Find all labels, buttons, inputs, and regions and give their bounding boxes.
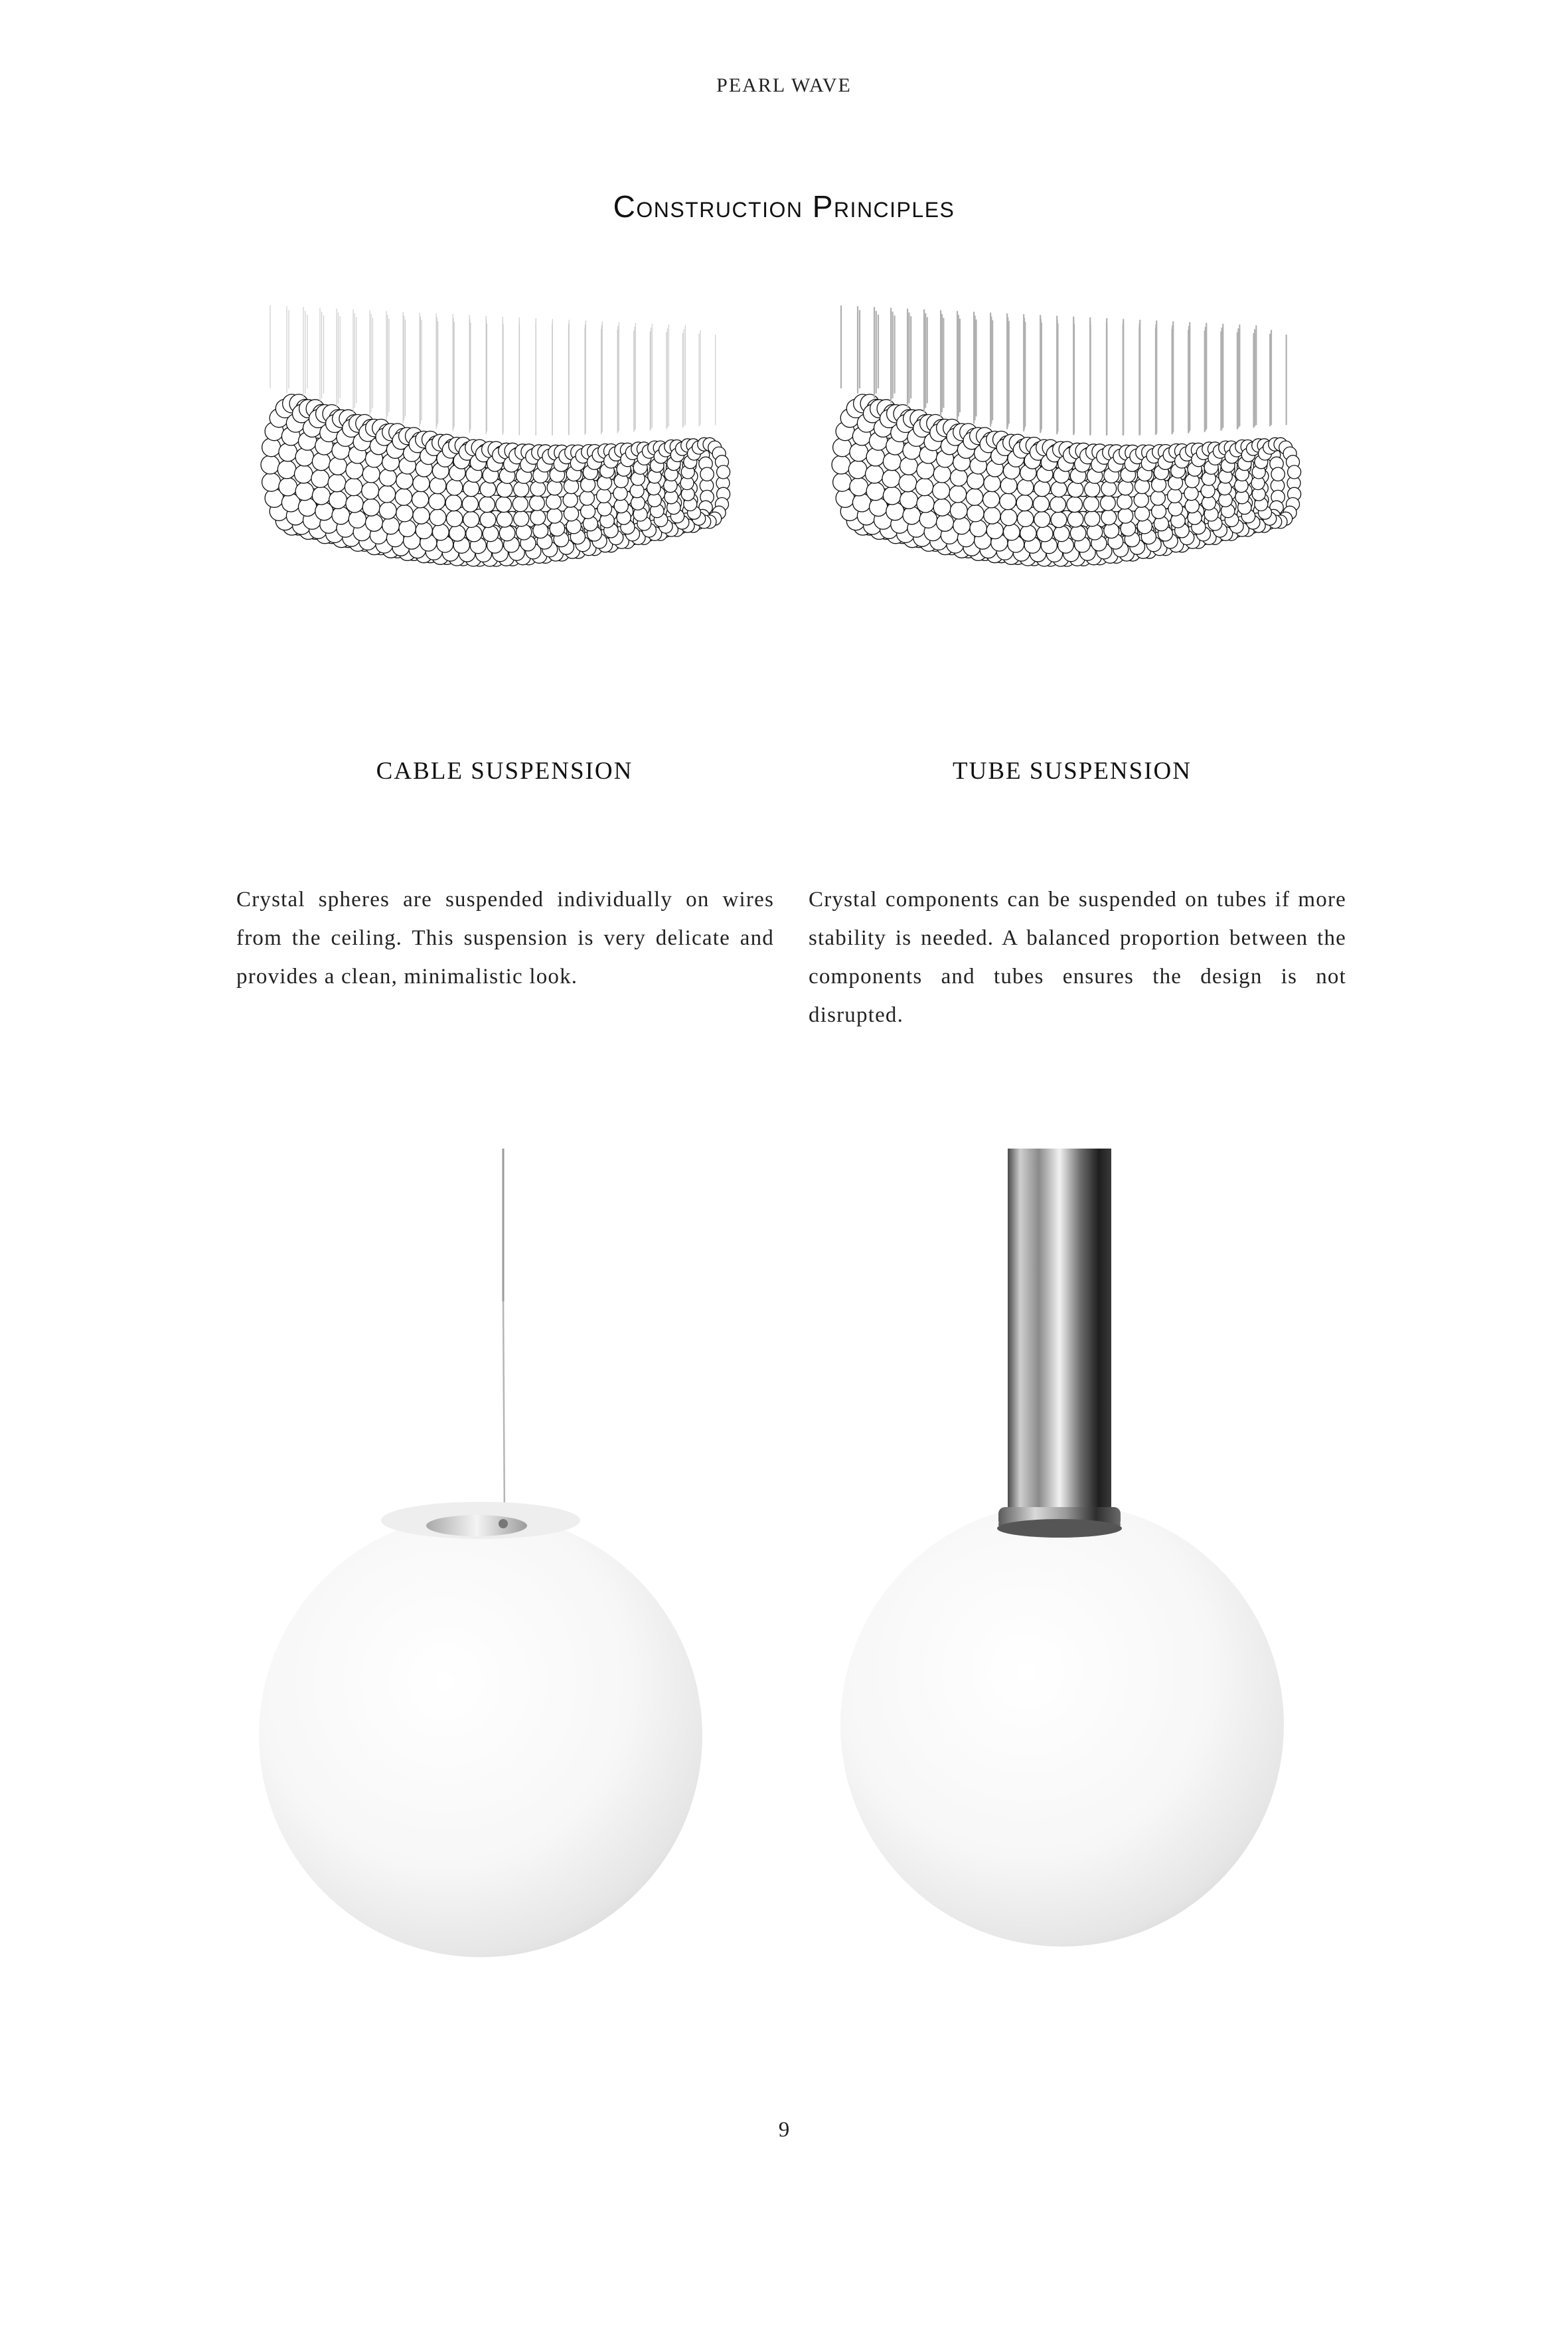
glass-sphere-on-tube-image: [823, 1149, 1341, 1965]
cable-suspension-drawing: [229, 292, 800, 717]
cable-sphere-photo: [252, 1149, 770, 1965]
section-title-text: Construction Principles: [613, 189, 955, 224]
caption-cable-suspension: CABLE SUSPENSION: [376, 758, 633, 785]
chandelier-tube-illustration: [800, 292, 1371, 717]
running-header: PEARL WAVE: [716, 74, 852, 96]
tube-sphere-photo: [823, 1149, 1341, 1965]
chandelier-cable-illustration: [229, 292, 800, 717]
page-number: 9: [778, 2118, 790, 2142]
section-title: [0, 189, 1568, 224]
paragraph-cable-suspension: Crystal spheres are suspended individually on wires from the ceiling. This suspension is very delicate and provides a clean, minimalistic look.: [236, 888, 774, 989]
glass-sphere-on-cable-image: [252, 1149, 770, 1965]
tube-suspension-drawing: [800, 292, 1371, 717]
paragraph-tube-suspension: Crystal components can be suspended on tubes if more stability is needed. A balanced proportion between the components and tubes ensures the design is not disrupted.: [809, 888, 1346, 1027]
caption-tube-suspension: TUBE SUSPENSION: [953, 758, 1192, 785]
